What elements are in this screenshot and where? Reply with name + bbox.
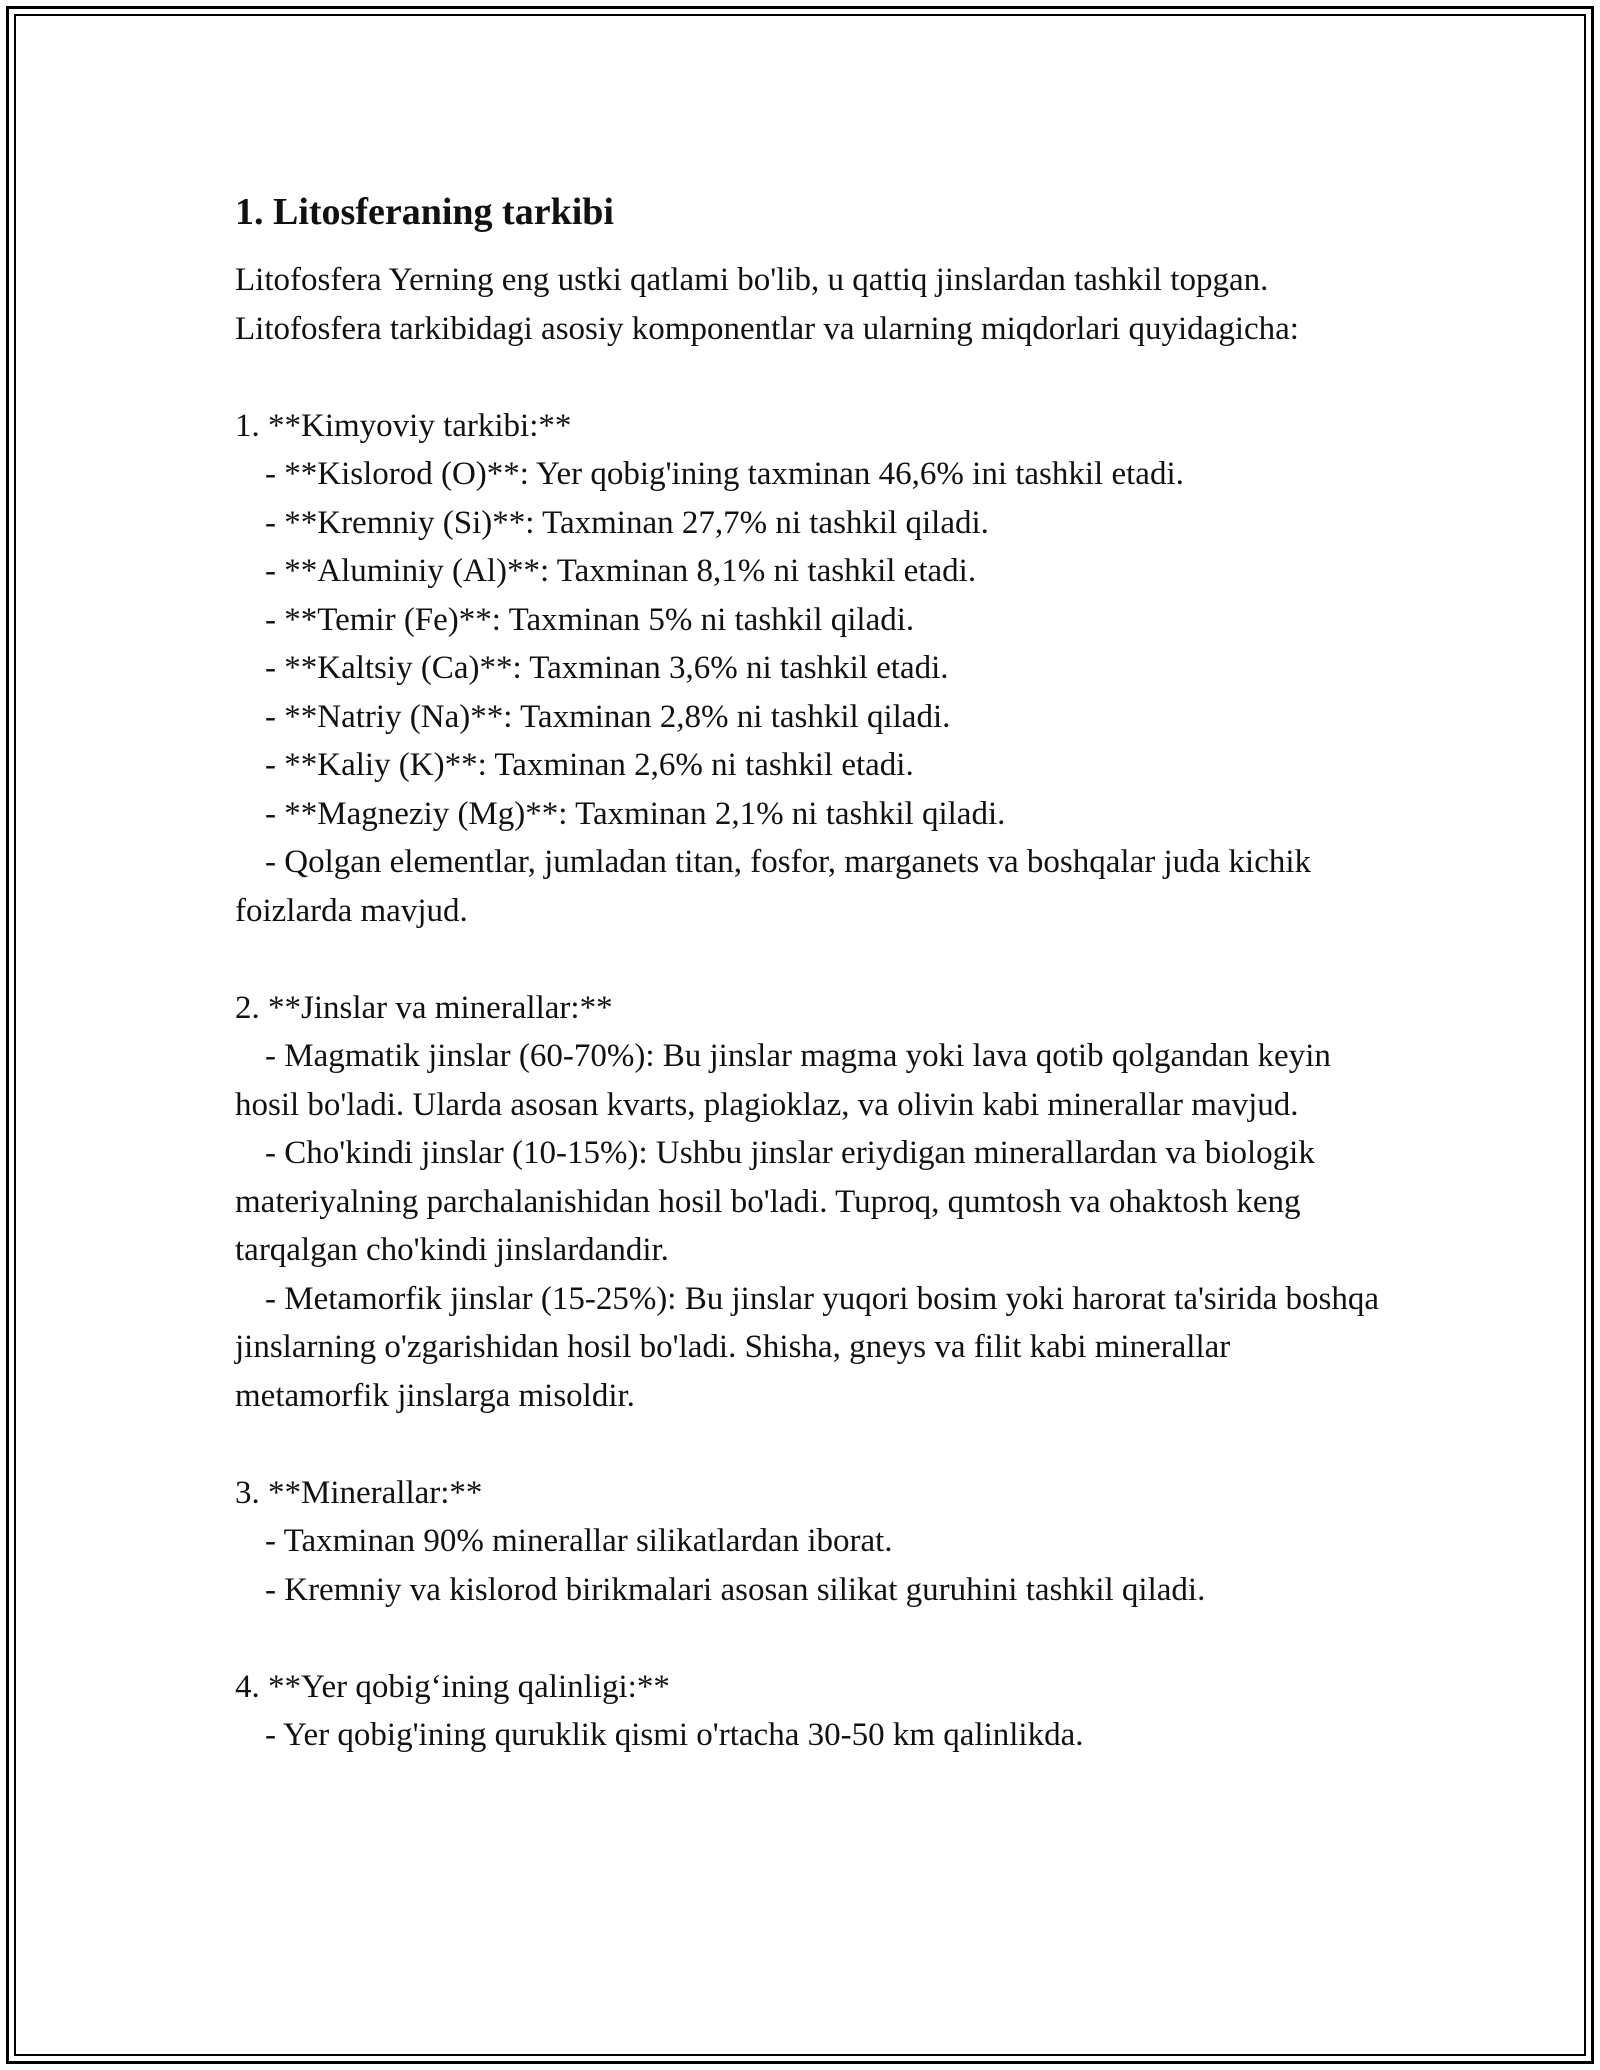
spacer [235,1420,1385,1469]
section-chemical-composition [235,402,1385,936]
document-content [235,188,1388,1760]
section-title: 3. **Minerallar:** [235,1474,483,1511]
list-item: - Kremniy va kislorod birikmalari asosan silikat guruhini tashkil qiladi. [265,1571,1206,1608]
list-item: - **Kaltsiy (Ca)**: Taxminan 3,6% ni tashkil etadi. [265,650,949,686]
section-title: 4. **Yer qobig‘ining qalinligi:** [235,1668,670,1705]
list-item: - **Aluminiy (Al)**: Taxminan 8,1% ni tashkil etadi. [265,553,977,589]
list-item: - **Natriy (Na)**: Taxminan 2,8% ni tashkil qiladi. [265,698,951,735]
section-title: 1. **Kimyoviy tarkibi:** [235,407,572,444]
spacer [235,1614,1385,1663]
list-item: - **Kislorod (O)**: Yer qobig'ining taxminan 46,6% ini tashkil etadi. [265,456,1184,492]
list-item [235,1275,1388,1421]
list-item-text: - Metamorfik jinslar (15-25%): Bu jinslar yuqori bosim yoki harorat ta'sirida boshqa jinslarning o'zgarishidan hosil bo'ladi. Shisha, gneys va filit kabi minerallar metamorfik jinslarga misoldir. [235,1280,1388,1414]
intro-paragraph: Litofosfera Yerning eng ustki qatlami bo'lib, u qattiq jinslardan tashkil topgan. Litofosfera tarkibidagi asosiy komponentlar va ularning miqdorlari quyidagicha: [235,262,1299,347]
list-item: - **Kremniy (Si)**: Taxminan 27,7% ni tashkil qiladi. [265,504,989,541]
spacer [235,935,1385,984]
list-item [235,1129,1385,1275]
section-crust-thickness [235,1663,1385,1760]
document-heading: 1. Litosferaning tarkibi [235,191,614,233]
list-item: - **Kaliy (K)**: Taxminan 2,6% ni tashkil etadi. [265,747,914,783]
list-item-text: - Cho'kindi jinslar (10-15%): Ushbu jinslar eriydigan minerallardan va biologik materiyalning parchalanishidan hosil bo'ladi. Tuproq, qumtosh va ohaktosh keng tarqalgan cho'kindi jinslardandir. [235,1135,1324,1268]
section-rocks-and-minerals [235,984,1388,1421]
list-item: - Yer qobig'ining quruklik qismi o'rtacha 30-50 km qalinlikda. [265,1717,1084,1753]
list-item: - **Temir (Fe)**: Taxminan 5% ni tashkil qiladi. [265,601,915,638]
list-item: - Taxminan 90% minerallar silikatlardan iborat. [265,1523,893,1559]
list-item-text: - Magmatik jinslar (60-70%): Bu jinslar magma yoki lava qotib qolgandan keyin hosil bo'ladi. Ularda asosan kvarts, plagioklaz, va olivin kabi minerallar mavjud. [235,1038,1340,1123]
section-title: 2. **Jinslar va minerallar:** [235,989,613,1026]
list-item: - **Magneziy (Mg)**: Taxminan 2,1% ni tashkil qiladi. [265,795,1006,832]
list-item [235,838,1385,935]
section-minerals [235,1469,1385,1615]
spacer [235,353,1385,402]
list-item-text: - Qolgan elementlar, jumladan titan, fosfor, marganets va boshqalar juda kichik foizlarda mavjud. [235,844,1320,929]
list-item [235,1032,1385,1129]
